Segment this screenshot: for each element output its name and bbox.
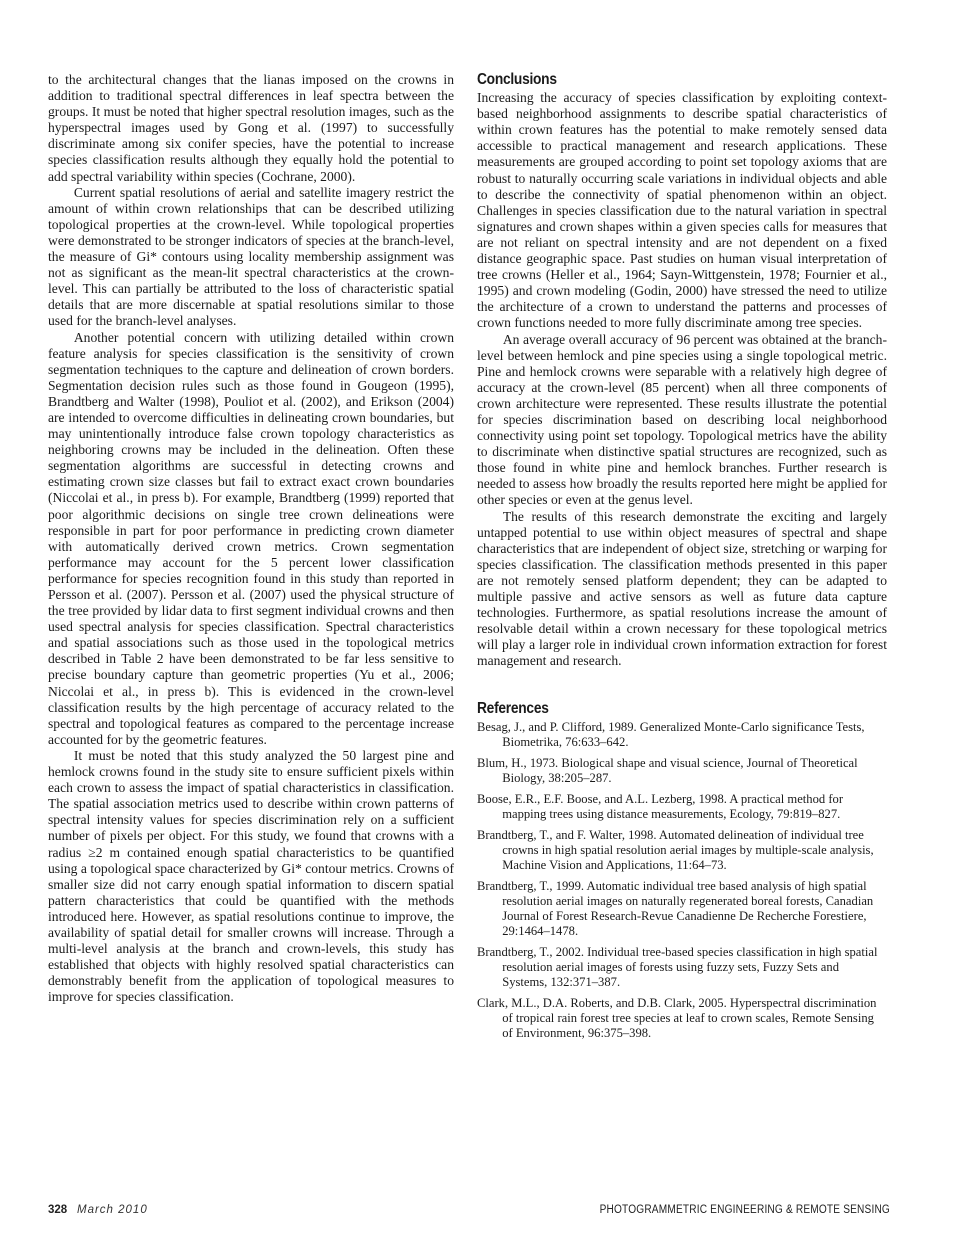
paragraph: Increasing the accuracy of species classification by exploiting context-based neighborhood assignments to describe spatial characteristics of within crown features has the potential to make remotely sensed data accessible to practical management and research applications. These measurements are grouped according to point set topology axioms that are robust to naturally occurring scale variations in individual objects and able to describe the connectivity of spatial phenomenon within an object. Challenges in species classification due to the natural variation in spectral signatures and crown shapes within a given species calls for measures that are not reliant on spectral intensity and are not dependent on a fixed distance geographic space. Past studies on human visual interpretation of tree crowns (Heller et al., 1964; Sayn-Wittgenstein, 1978; Fournier et al., 1995) and crown modeling (Godin, 2000) have stressed the need to utilize the architecture of a crown to understand the patterns and processes of crown functions needed to more fully discriminate among tree species. <box>477 90 887 331</box>
page-footer <box>48 1204 890 1220</box>
reference-item: Brandtberg, T., 1999. Automatic individual tree based analysis of high spatial resolution aerial images on naturally regenerated boreal forests, Canadian Journal of Forest Research-Revue Canadienne De Recherche Forestiere, 29:1464–1478. <box>477 878 874 938</box>
references-heading: References <box>477 700 549 718</box>
paragraph: Another potential concern with utilizing detailed within crown feature analysis for species classification is the sensitivity of crown segmentation techniques to the capture and delineation of crown borders. Segmentation decision rules such as those found in Gougeon (1995), Brandtberg and Walter (1998), Pouliot et al. (2002), and Erikson (2004) are intended to overcome difficulties in delineating crown boundaries, but may unintentionally introduce false crown topology characteristics as neighboring crowns may be included in the delineation. Often these segmentation algorithms are successful in detecting crowns and estimating crown size classes but fail to extract exact crown boundaries (Niccolai et al., in press b). For example, Brandtberg (1999) reported that poor algorithmic decisions on single tree crown delineations were responsible in part for poor performance in predicting crown diameter with automatically derived crown metrics. Crown segmentation performance may account for the 5 percent lower classification performance for species recognition found in this study than reported in Persson et al. (2007). Persson et al. (2007) used the physical structure of the tree provided by lidar data to first segment individual crowns and then used spectral analysis for species classification. Spectral characteristics and spatial associations such as those used in the topological metrics described in Table 2 have been demonstrated to be far less sensitive to precise boundary capture than geometric properties (Yu et al., 2006; Niccolai et al., in press b). This is evidenced in the crown-level classification results by the high percentage of accuracy related to the spectral and topological features as compared to the percentage increase accounted for by the geometric features. <box>48 329 454 747</box>
left-column <box>48 72 454 1005</box>
paragraph: It must be noted that this study analyzed the 50 largest pine and hemlock crowns found in the study site to ensure sufficient pixels within each crown to assess the impact of spatial characteristics in classification. The spatial association metrics used to describe within crown patterns of spectral intensity values for species discrimination rely on a sufficient number of pixels per object. For this study, we found that crowns with a radius ≥2 m contained enough spatial characteristics to be quantified using a topological space characterized by Gi* contour metrics. Crowns of smaller size did not carry enough spatial information to discern spatial pattern characteristics that could be quantified with the methods introduced here. However, as spatial resolutions continue to improve, the availability of spatial detail for smaller crowns will increase. Through a multi-level analysis at the branch and crown-levels, this study has established that objects with highly resolved spatial characteristics can demonstrably benefit from the application of topological measures to improve for species classification. <box>48 747 454 1005</box>
reference-item: Brandtberg, T., and F. Walter, 1998. Automated delineation of individual tree crowns in high spatial resolution aerial images by multiple-scale analysis, Machine Vision and Applications, 11:64–73. <box>477 827 874 872</box>
journal-name: PHOTOGRAMMETRIC ENGINEERING & REMOTE SENSING <box>599 1204 890 1216</box>
right-column <box>477 72 887 1047</box>
paragraph: to the architectural changes that the lianas imposed on the crowns in addition to traditional spectral differences in leaf spectra between the groups. It must be noted that higher spectral resolution images, such as the hyperspectral images used by Gong et al. (1997) to successfully discriminate among six conifer species, have the potential to increase species classification results although they equally hold the potential to add spectral variability within species (Cochrane, 2000). <box>48 72 454 184</box>
reference-item: Blum, H., 1973. Biological shape and visual science, Journal of Theoretical Biology, 38:205–287. <box>477 755 858 785</box>
page-number: 328 <box>48 1204 68 1216</box>
reference-item: Boose, E.R., E.F. Boose, and A.L. Lezberg, 1998. A practical method for mapping trees using distance measurements, Ecology, 79:819–827. <box>477 791 844 821</box>
issue-date: March 2010 <box>77 1204 148 1216</box>
paragraph: The results of this research demonstrate the exciting and largely untapped potential to use within object measures of spectral and shape characteristics that are independent of object size, stretching or warping for species classification. The classification methods presented in this paper are not remotely sensed platform dependent; they can be adapted to multiple passive and active sensors as well as future data capture technologies. Furthermore, as spatial resolutions increase the amount of resolvable detail within a crown necessary for these topological metrics will play a larger role in individual crown information extraction for forest management and research. <box>477 508 887 669</box>
reference-list <box>477 720 887 1041</box>
paragraph: Current spatial resolutions of aerial and satellite imagery restrict the amount of within crown relationships that can be described utilizing topological properties at the crown-level. While topological properties were demonstrated to be stronger indicators of species at the branch-level, the measure of Gi* contours using locality membership assignment was not as significant as the mean-lit spectral characteristics at the crown-level. This can partially be attributed to the loss of characteristic spatial details that are more discernable at spatial resolutions similar to those used for the branch-level analyses. <box>48 184 454 329</box>
conclusions-heading: Conclusions <box>477 71 557 88</box>
reference-item: Besag, J., and P. Clifford, 1989. Generalized Monte-Carlo significance Tests, Biometrika, 76:633–642. <box>477 719 865 749</box>
reference-item: Brandtberg, T., 2002. Individual tree-based species classification in high spatial resolution aerial images of forests using fuzzy sets, Fuzzy Sets and Systems, 132:371–387. <box>477 944 878 989</box>
paragraph: An average overall accuracy of 96 percent was obtained at the branch-level between hemlock and pine species using a single topological metric. Pine and hemlock crowns were separable with a relatively high degree of accuracy at the crown-level (85 percent) when all three components of crown architecture were represented. These results illustrate the potential for species discrimination based on describing local neighborhood connectivity using point set topology. Topological metrics have the ability to discriminate when distinctive spatial structures are recognized, such as those found in white pine and hemlock branches. Further research is needed to assess how broadly the results reported here might be applied for other species or even at the genus level. <box>477 331 887 508</box>
reference-item: Clark, M.L., D.A. Roberts, and D.B. Clark, 2005. Hyperspectral discrimination of tropical rain forest tree species at leaf to crown scales, Remote Sensing of Environment, 96:375–398. <box>477 995 877 1040</box>
